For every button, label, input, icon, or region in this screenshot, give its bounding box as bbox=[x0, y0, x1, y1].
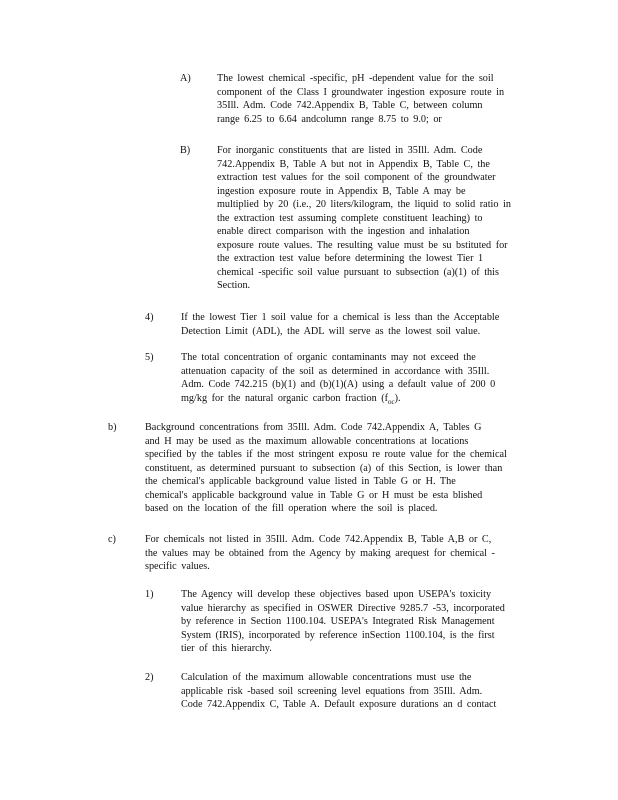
item-label-c: c) bbox=[108, 534, 116, 545]
paragraph-line: ingestion exposure route in Appendix B, Table A may be bbox=[217, 185, 466, 197]
paragraph-line: Background concentrations from 35Ill. Adm. Code 742.Appendix A, Tables G bbox=[145, 422, 482, 433]
paragraph-line bbox=[181, 392, 519, 410]
paragraph-line: chemical's applicable background value in Table G or H must be esta blished bbox=[145, 489, 483, 501]
item-label-4: 4) bbox=[145, 312, 154, 323]
item-label-A: A) bbox=[180, 73, 191, 84]
paragraph-line: the chemical's applicable background value listed in Table G or H. The bbox=[145, 476, 456, 487]
paragraph-line: chemical -specific soil value pursuant to subsection (a)(1) of this bbox=[217, 266, 499, 278]
paragraph-line: multiplied by 20 (i.e., 20 liters/kilogram, the liquid to solid ratio in bbox=[217, 199, 511, 210]
paragraph-b bbox=[145, 421, 537, 516]
foc-subscript: oc bbox=[388, 397, 395, 406]
paragraph-c bbox=[145, 533, 530, 574]
paragraph-B bbox=[217, 144, 539, 293]
paragraph-line: tier of this hierarchy. bbox=[181, 643, 272, 654]
paragraph-line: enable direct comparison with the ingestion and inhalation bbox=[217, 226, 470, 237]
item-label-5: 5) bbox=[145, 352, 154, 363]
paragraph-line: The Agency will develop these objectives based upon USEPA's toxicity bbox=[181, 589, 492, 600]
item-label-b: b) bbox=[108, 422, 117, 433]
item-label-c1: 1) bbox=[145, 589, 154, 600]
paragraph-line: If the lowest Tier 1 soil value for a chemical is less than the Acceptable bbox=[181, 312, 500, 323]
paragraph-line: and H may be used as the maximum allowable concentrations at locations bbox=[145, 435, 469, 447]
paragraph-line: Section. bbox=[217, 280, 251, 291]
paragraph-line: constituent, as determined pursuant to subsection (a) of this Section, is lower than bbox=[145, 462, 503, 474]
paragraph-line: Code 742.Appendix C, Table A. Default exposure durations an d contact bbox=[181, 699, 497, 710]
paragraph-A bbox=[217, 72, 535, 126]
foc-text: mg/kg for the natural organic carbon fraction (f bbox=[181, 392, 389, 404]
item-label-c2: 2) bbox=[145, 672, 154, 683]
paragraph-line: the values may be obtained from the Agency by making arequest for chemical - bbox=[145, 547, 495, 559]
paragraph-line: based on the location of the fill operation where the soil is placed. bbox=[145, 503, 438, 514]
paragraph-c1 bbox=[181, 588, 531, 656]
paragraph-line: specified by the tables if the most stringent exposu re route value for the chemical bbox=[145, 449, 507, 460]
item-label-B: B) bbox=[180, 145, 191, 156]
paragraph-line: System (IRIS), incorporated by reference inSection 1100.104, is the first bbox=[181, 629, 495, 641]
paragraph-line: by reference in Section 1100.104. USEPA's Integrated Risk Management bbox=[181, 616, 495, 627]
paragraph-line: 742.Appendix B, Table A but not in Appendix B, Table C, the bbox=[217, 158, 490, 170]
paragraph-line: component of the Class I groundwater ingestion exposure route in bbox=[217, 86, 505, 98]
paragraph-line: extraction test values for the soil component of the groundwater bbox=[217, 172, 496, 183]
paragraph-line: specific values. bbox=[145, 561, 210, 572]
paragraph-line: value hierarchy as specified in OSWER Directive 9285.7 -53, incorporated bbox=[181, 602, 505, 614]
foc-tail: ). bbox=[394, 392, 401, 404]
paragraph-line: the extraction test value before determining the lowest Tier 1 bbox=[217, 253, 484, 264]
paragraph-line: 35Ill. Adm. Code 742.Appendix B, Table C, between column bbox=[217, 100, 483, 111]
paragraph-line: The lowest chemical -specific, pH -dependent value for the soil bbox=[217, 73, 494, 84]
paragraph-line: exposure route values. The resulting value must be su bstituted for bbox=[217, 239, 508, 251]
paragraph-line: For inorganic constituents that are listed in 35Ill. Adm. Code bbox=[217, 145, 483, 156]
paragraph-line: Adm. Code 742.215 (b)(1) and (b)(1)(A) using a default value of 200 0 bbox=[181, 379, 496, 390]
paragraph-line: applicable risk -based soil screening level equations from 35Ill. Adm. bbox=[181, 685, 483, 697]
paragraph-line: Calculation of the maximum allowable concentrations must use the bbox=[181, 672, 472, 683]
paragraph-line: The total concentration of organic contaminants may not exceed the bbox=[181, 352, 476, 363]
paragraph-line: For chemicals not listed in 35Ill. Adm. Code 742.Appendix B, Table A,B or C, bbox=[145, 534, 492, 545]
paragraph-line: range 6.25 to 6.64 andcolumn range 8.75 to 9.0; or bbox=[217, 113, 442, 125]
paragraph-line: attenuation capacity of the soil as determined in accordance with 35Ill. bbox=[181, 365, 490, 377]
paragraph-line: the extraction test assuming complete constituent leaching) to bbox=[217, 212, 483, 224]
paragraph-4 bbox=[181, 311, 516, 338]
paragraph-5 bbox=[181, 351, 519, 409]
paragraph-line: Detection Limit (ADL), the ADL will serve as the lowest soil value. bbox=[181, 325, 481, 337]
paragraph-c2 bbox=[181, 671, 526, 712]
